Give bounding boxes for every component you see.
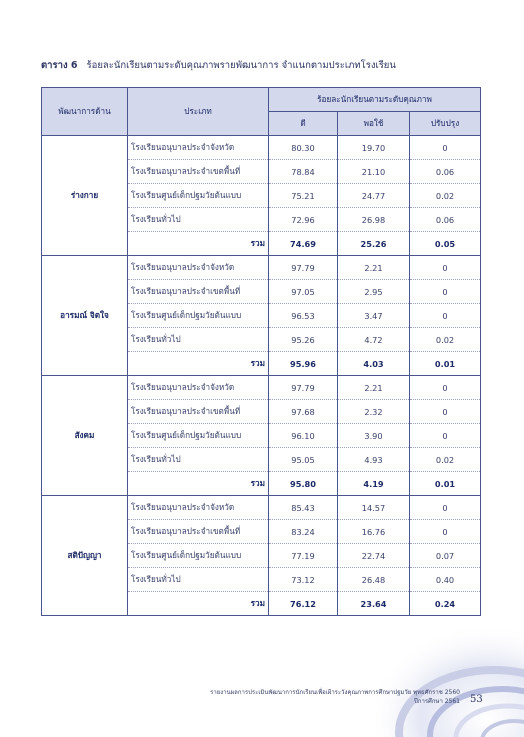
type-cell: โรงเรียนอนุบาลประจำจังหวัด — [128, 256, 269, 280]
type-cell: โรงเรียนทั่วไป — [128, 328, 269, 352]
type-cell: โรงเรียนอนุบาลประจำจังหวัด — [128, 136, 269, 160]
total-improve-cell: 0.05 — [410, 232, 481, 256]
type-cell: โรงเรียนทั่วไป — [128, 568, 269, 592]
good-cell: 97.79 — [269, 376, 338, 400]
type-cell: โรงเรียนทั่วไป — [128, 448, 269, 472]
table-title: ร้อยละนักเรียนตามระดับคุณภาพรายพัฒนาการ จำแนกตามประเภทโรงเรียน — [86, 60, 396, 71]
good-cell: 97.68 — [269, 400, 338, 424]
good-cell: 78.84 — [269, 160, 338, 184]
dimension-cell: อารมณ์ จิตใจ — [42, 256, 128, 376]
fair-cell: 3.47 — [338, 304, 410, 328]
footer-academic-year: ปีการศึกษา 2561 — [414, 698, 460, 705]
improve-cell: 0.02 — [410, 448, 481, 472]
good-cell: 97.79 — [269, 256, 338, 280]
improve-cell: 0 — [410, 376, 481, 400]
dimension-cell: สังคม — [42, 376, 128, 496]
total-label-cell: รวม — [128, 232, 269, 256]
good-cell: 95.26 — [269, 328, 338, 352]
total-fair-cell: 23.64 — [338, 592, 410, 616]
improve-cell: 0.07 — [410, 544, 481, 568]
fair-cell: 26.48 — [338, 568, 410, 592]
improve-cell: 0.06 — [410, 160, 481, 184]
total-good-cell: 74.69 — [269, 232, 338, 256]
fair-cell: 14.57 — [338, 496, 410, 520]
total-improve-cell: 0.01 — [410, 472, 481, 496]
total-fair-cell: 4.03 — [338, 352, 410, 376]
decorative-swirl-graphic — [374, 617, 524, 737]
improve-cell: 0 — [410, 496, 481, 520]
good-cell: 97.05 — [269, 280, 338, 304]
improve-cell: 0 — [410, 520, 481, 544]
type-cell: โรงเรียนอนุบาลประจำจังหวัด — [128, 496, 269, 520]
fair-cell: 4.72 — [338, 328, 410, 352]
table-body — [42, 136, 481, 616]
good-cell: 72.96 — [269, 208, 338, 232]
total-label-cell: รวม — [128, 352, 269, 376]
page-footer — [180, 688, 460, 706]
header-good: ดี — [269, 112, 338, 136]
quality-table — [41, 87, 481, 616]
total-good-cell: 76.12 — [269, 592, 338, 616]
fair-cell: 26.98 — [338, 208, 410, 232]
dimension-cell: สติปัญญา — [42, 496, 128, 616]
improve-cell: 0 — [410, 424, 481, 448]
good-cell: 75.21 — [269, 184, 338, 208]
total-fair-cell: 25.26 — [338, 232, 410, 256]
fair-cell: 16.76 — [338, 520, 410, 544]
type-cell: โรงเรียนอนุบาลประจำเขตพื้นที่ — [128, 280, 269, 304]
type-cell: โรงเรียนทั่วไป — [128, 208, 269, 232]
type-cell: โรงเรียนศูนย์เด็กปฐมวัยต้นแบบ — [128, 424, 269, 448]
good-cell: 85.43 — [269, 496, 338, 520]
total-improve-cell: 0.01 — [410, 352, 481, 376]
header-dimension: พัฒนาการด้าน — [42, 88, 128, 136]
header-fair: พอใช้ — [338, 112, 410, 136]
fair-cell: 3.90 — [338, 424, 410, 448]
table-caption — [41, 58, 396, 73]
good-cell: 95.05 — [269, 448, 338, 472]
fair-cell: 2.32 — [338, 400, 410, 424]
improve-cell: 0 — [410, 304, 481, 328]
total-label-cell: รวม — [128, 472, 269, 496]
good-cell: 83.24 — [269, 520, 338, 544]
type-cell: โรงเรียนศูนย์เด็กปฐมวัยต้นแบบ — [128, 184, 269, 208]
type-cell: โรงเรียนอนุบาลประจำจังหวัด — [128, 376, 269, 400]
improve-cell: 0 — [410, 400, 481, 424]
fair-cell: 24.77 — [338, 184, 410, 208]
type-cell: โรงเรียนอนุบาลประจำเขตพื้นที่ — [128, 520, 269, 544]
improve-cell: 0 — [410, 256, 481, 280]
fair-cell: 2.21 — [338, 256, 410, 280]
improve-cell: 0.02 — [410, 328, 481, 352]
table-row — [42, 376, 481, 400]
good-cell: 96.53 — [269, 304, 338, 328]
type-cell: โรงเรียนศูนย์เด็กปฐมวัยต้นแบบ — [128, 304, 269, 328]
footer-report-title: รายงานผลการประเมินพัฒนาการนักเรียนเพื่อเฝ้าระวังคุณภาพการศึกษาปฐมวัย พุทธศักราช 2560 — [210, 689, 460, 696]
total-good-cell: 95.96 — [269, 352, 338, 376]
fair-cell: 2.95 — [338, 280, 410, 304]
fair-cell: 2.21 — [338, 376, 410, 400]
table-row — [42, 136, 481, 160]
dimension-cell: ร่างกาย — [42, 136, 128, 256]
table-row — [42, 496, 481, 520]
improve-cell: 0.02 — [410, 184, 481, 208]
type-cell: โรงเรียนศูนย์เด็กปฐมวัยต้นแบบ — [128, 544, 269, 568]
improve-cell: 0.06 — [410, 208, 481, 232]
header-percent-group: ร้อยละนักเรียนตามระดับคุณภาพ — [269, 88, 481, 112]
table-number: ตาราง 6 — [41, 60, 78, 71]
total-label-cell: รวม — [128, 592, 269, 616]
improve-cell: 0 — [410, 280, 481, 304]
header-improve: ปรับปรุง — [410, 112, 481, 136]
fair-cell: 22.74 — [338, 544, 410, 568]
fair-cell: 19.70 — [338, 136, 410, 160]
total-good-cell: 95.80 — [269, 472, 338, 496]
good-cell: 77.19 — [269, 544, 338, 568]
page-number: 53 — [470, 694, 483, 705]
total-improve-cell: 0.24 — [410, 592, 481, 616]
type-cell: โรงเรียนอนุบาลประจำเขตพื้นที่ — [128, 160, 269, 184]
good-cell: 96.10 — [269, 424, 338, 448]
type-cell: โรงเรียนอนุบาลประจำเขตพื้นที่ — [128, 400, 269, 424]
header-type: ประเภท — [128, 88, 269, 136]
fair-cell: 21.10 — [338, 160, 410, 184]
good-cell: 80.30 — [269, 136, 338, 160]
improve-cell: 0 — [410, 136, 481, 160]
good-cell: 73.12 — [269, 568, 338, 592]
improve-cell: 0.40 — [410, 568, 481, 592]
table-row — [42, 256, 481, 280]
fair-cell: 4.93 — [338, 448, 410, 472]
total-fair-cell: 4.19 — [338, 472, 410, 496]
